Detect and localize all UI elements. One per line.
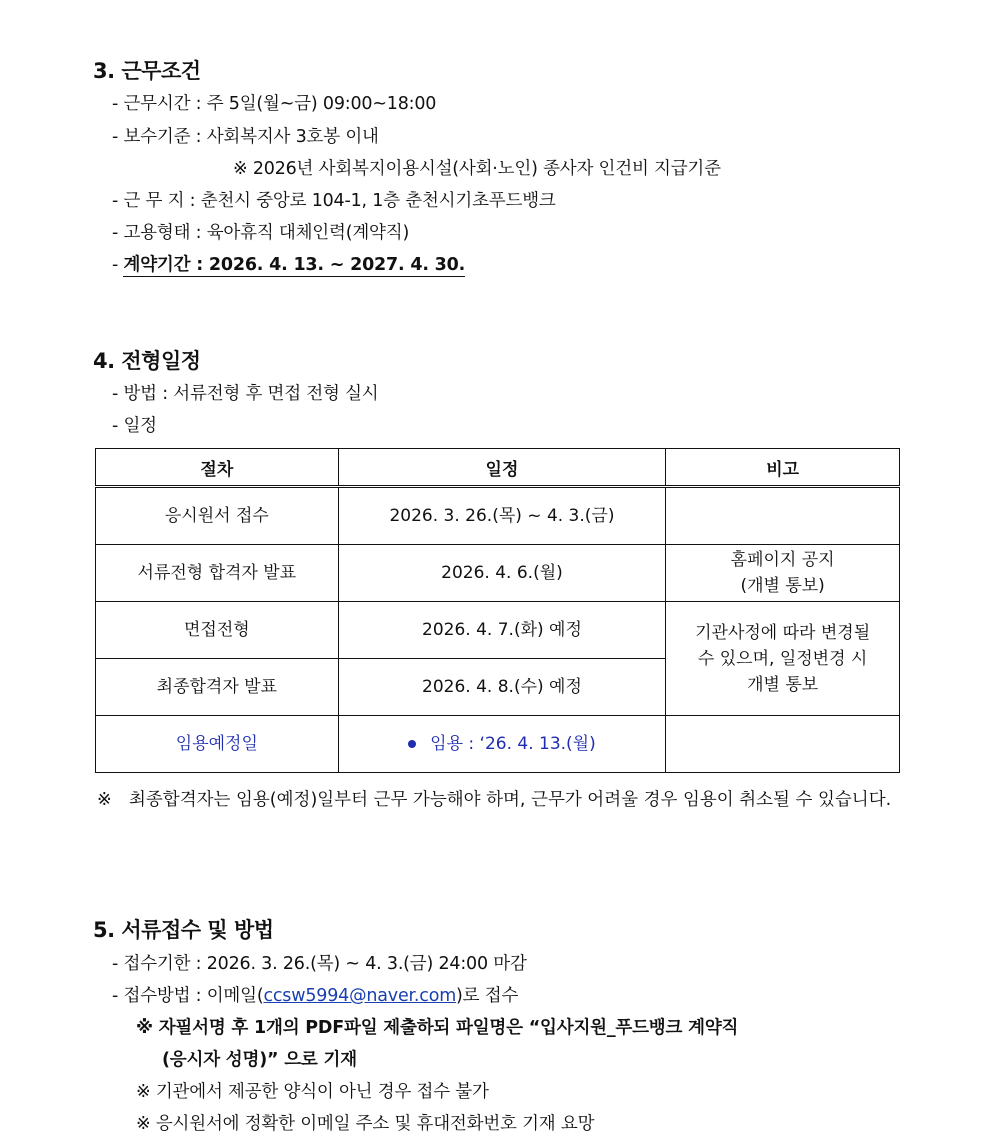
header-remark: 비고 (666, 449, 900, 487)
section-4-title: 4. 전형일정 (93, 349, 201, 373)
submission-note-2: ※ 기관에서 제공한 양식이 아닌 경우 접수 불가 (136, 1082, 489, 1102)
employment-type: - 고용형태 : 육아휴직 대체인력(계약직) (112, 223, 410, 243)
table-row (96, 545, 900, 602)
note-mark: ※ (97, 790, 112, 810)
method-suffix: )로 접수 (456, 986, 519, 1006)
table-header-row (96, 449, 900, 487)
step-cell: 최종합격자 발표 (96, 659, 339, 716)
schedule-label: - 일정 (112, 416, 157, 436)
appointment-label: 임용예정일 (96, 716, 339, 773)
remark-cell (666, 602, 900, 716)
date-cell: 2026. 4. 8.(수) 예정 (338, 659, 666, 716)
table-row-appointment (96, 716, 900, 773)
salary-standard: - 보수기준 : 사회복지사 3호봉 이내 (112, 127, 379, 147)
remark-line: 기관사정에 따라 변경될 (695, 622, 871, 643)
application-method (112, 982, 518, 1007)
section-3-title: 3. 근무조건 (93, 59, 201, 83)
appointment-date: 임용 : ‘26. 4. 13.(월) (430, 734, 596, 754)
date-cell: 2026. 4. 6.(월) (338, 545, 666, 602)
remark-line: 수 있으며, 일정변경 시 (697, 648, 868, 669)
date-cell: 2026. 3. 26.(목) ~ 4. 3.(금) (338, 487, 666, 545)
remark-cell (666, 487, 900, 545)
remark-cell (666, 716, 900, 773)
bullet-icon (408, 740, 416, 748)
remark-line: 홈페이지 공지 (730, 550, 835, 570)
submission-note-1: ※ 자필서명 후 1개의 PDF파일 제출하되 파일명은 “입사지원_푸드뱅크 계약직 (136, 1018, 739, 1038)
table-row (96, 602, 900, 659)
appointment-note (97, 784, 897, 817)
table-row (96, 487, 900, 545)
workplace: - 근 무 지 : 춘천시 중앙로 104-1, 1층 춘천시기초푸드뱅크 (112, 191, 556, 211)
appointment-date-cell (338, 716, 666, 773)
remark-line: (개별 통보) (740, 576, 825, 596)
remark-cell (666, 545, 900, 602)
application-deadline: - 접수기한 : 2026. 3. 26.(목) ~ 4. 3.(금) 24:00 마감 (112, 954, 527, 974)
date-cell: 2026. 4. 7.(화) 예정 (338, 602, 666, 659)
submission-note-3: ※ 응시원서에 정확한 이메일 주소 및 휴대전화번호 기재 요망 (136, 1114, 595, 1134)
step-cell: 면접전형 (96, 602, 339, 659)
header-step: 절차 (96, 449, 339, 487)
header-date: 일정 (338, 449, 666, 487)
note-text: 최종합격자는 임용(예정)일부터 근무 가능해야 하며, 근무가 어려울 경우 임용이 취소될 수 있습니다. (129, 790, 892, 810)
step-cell: 서류전형 합격자 발표 (96, 545, 339, 602)
method-prefix: - 접수방법 : 이메일( (112, 986, 264, 1006)
submission-note-1-cont: (응시자 성명)” 으로 기재 (162, 1050, 357, 1070)
schedule-table (95, 448, 900, 773)
section-5-title: 5. 서류접수 및 방법 (93, 918, 274, 942)
contract-period-text: 계약기간 : 2026. 4. 13. ~ 2027. 4. 30. (123, 255, 466, 275)
step-cell: 응시원서 접수 (96, 487, 339, 545)
selection-method: - 방법 : 서류전형 후 면접 전형 실시 (112, 384, 379, 404)
work-hours: - 근무시간 : 주 5일(월~금) 09:00~18:00 (112, 94, 437, 114)
salary-note: ※ 2026년 사회복지이용시설(사회·노인) 종사자 인건비 지급기준 (233, 159, 721, 179)
contract-dash: - (112, 255, 124, 275)
email-link[interactable]: ccsw5994@naver.com (263, 986, 457, 1006)
contract-period (112, 251, 465, 276)
remark-line: 개별 통보 (747, 674, 819, 695)
